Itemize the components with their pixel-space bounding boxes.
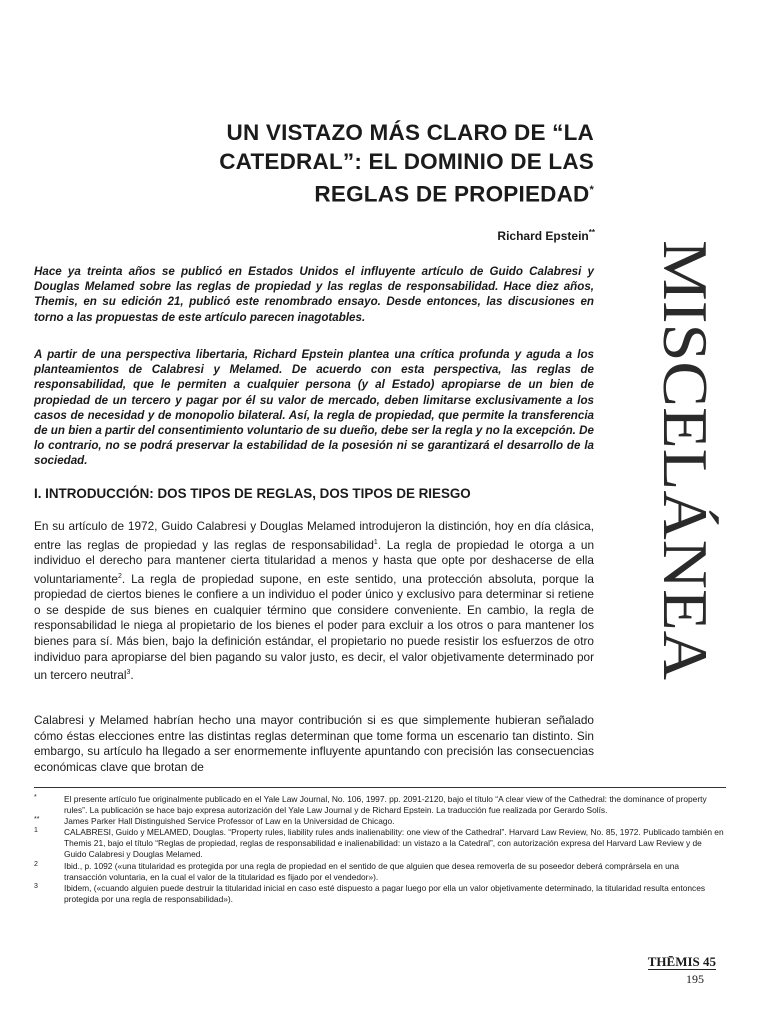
footnote-text: Ibidem, («cuando alguien puede destruir la titularidad inicial en caso esté dispuesto a pagar luego por ella un valor objetivamente determinado, la titularidad resulta entonces protegida por una regla de responsabilidad»). [64,882,706,904]
footnote-mark: * [34,794,37,801]
footnote-ref-2[interactable]: 2 [117,572,122,580]
author-name: Richard Epstein [497,229,589,243]
footnote-ref-3[interactable]: 3 [126,669,131,677]
footnote-text: El presente artículo fue originalmente publicado en el Yale Law Journal, No. 106, 1997. pp. 2091-2120, bajo el título “A clear view of the Cathedral: the dominance of property rules”. La publicación se hace bajo expresa autorización del Yale Law Journal y de Richard Epstein. La traducción fue realizada por Gerardo Solís. [64,794,707,816]
section-label-text: MISCELÁNEA [650,240,720,646]
section-label [630,240,730,680]
footnote [34,827,724,860]
footnote-divider [34,787,726,788]
footnote-text: CALABRESI, Guido y MELAMED, Douglas. “Property rules, liability rules ands inalienability: one view of the Cathedral”. Harvard Law Review, No. 85, 1972. Publicado también en Themis 21, bajo el título “Reglas de propiedad, reglas de responsabilidad e inalienabilidad: un vistazo a la Catedral”, con autorización expresa del Harvard Law Review y de Guido Calabresi y Douglas Melamed. [64,827,724,860]
section-heading: I. INTRODUCCIÓN: DOS TIPOS DE REGLAS, DOS TIPOS DE RIESGO [34,486,471,501]
page-number: 195 [686,972,704,986]
article-title [154,118,594,209]
footnotes [34,794,724,905]
footnote [34,816,724,827]
footnote-mark: 3 [34,882,38,890]
title-footnote-mark[interactable]: * [589,184,594,196]
body-paragraph-1 [34,519,594,684]
footnote-mark: 2 [34,860,38,868]
footnote-mark: 1 [34,827,38,835]
author-line [497,228,595,243]
p1-text-a: En su artículo de 1972, Guido Calabresi y Douglas Melamed introdujeron la distinción, hoy en día clásica, entre las reglas de propiedad y las reglas de responsabilidad [34,519,594,552]
footnote [34,794,724,816]
footnote-text: James Parker Hall Distinguished Service Professor of Law en la Universidad de Chicago. [64,816,395,827]
journal-name: THĒMIS 45 [647,954,716,969]
footnote-mark: ** [34,816,40,824]
footnote-ref-1[interactable]: 1 [373,538,378,546]
footnote [34,861,724,883]
title-line-3 [154,176,594,209]
abstract-paragraph-1: Hace ya treinta años se publicó en Estados Unidos el influyente artículo de Guido Calabresi y Douglas Melamed sobre las reglas de propiedad y las reglas de responsabilidad. Hace diez años, Themis, en su edición 21, publicó este renombrado ensayo. Desde entonces, las discusiones en torno a las propuestas de este artículo parecen inagotables. [34,265,594,324]
title-line-1: UN VISTAZO MÁS CLARO DE “LA [226,120,594,145]
footnote [34,883,724,905]
p1-text-b: . La regla de propiedad le otorga a un individuo el derecho para mantener cierta titularidad a menos y hasta que opte por deshacerse de ella voluntariamente [34,537,595,586]
p1-text-d: . [130,668,134,683]
title-line-3-text: REGLAS DE PROPIEDAD [314,181,590,207]
footnote-text: Ibid., p. 1092 («una titularidad es protegida por una regla de propiedad en el sentido de que alguien que desea removerla de su poseedor deberá comprársela en una transacción voluntaria, en la cual el valor de la titularidad es fijado por el vendedor»). [64,860,680,882]
author-footnote-mark[interactable]: ** [588,228,595,237]
body-paragraph-2: Calabresi y Melamed habrían hecho una mayor contribución si es que simplemente hubieran señalado cómo éstas elecciones entre las distintas reglas determinan que tome forma un escenario tan distinto. Sin embargo, su artículo ha llegado a ser enormemente influyente apuntando con precisión las consecuencias económicas clave que brotan de [34,713,594,774]
abstract-paragraph-2: A partir de una perspectiva libertaria, Richard Epstein plantea una crítica profunda y aguda a los planteamientos de Calabresi y Melamed. De acuerdo con esta perspectiva, las reglas de responsabilidad, que le permiten a cualquier persona (y al Estado) apropiarse de un bien de propiedad de un tercero y pagar por él su valor de mercado, deben limitarse exclusivamente a los casos de necesidad y de monopolio bilateral. Así, la regla de propiedad, que permite la transferencia de un bien a partir del consentimiento voluntario de su dueño, debe ser la regla y no la excepción. De lo contrario, no se podrá preservar la estabilidad de la posesión ni se garantizará el desarrollo de la sociedad. [34,348,594,468]
title-line-2: CATEDRAL”: EL DOMINIO DE LAS [219,149,594,174]
p1-text-c: . La regla de propiedad supone, en este sentido, una protección absoluta, porque la propiedad de ciertos bienes le confiere a un individuo el poder único y exclusivo para determinar si retiene o se despide de sus bienes en cualquier término que considere conveniente. En cambio, la regla de responsabilidad le niega al propietario de los bienes el poder para excluir a los otros o para mantener los bienes para sí. Más bien, bajo la definición estándar, el propietario no puede resistir los esfuerzos de otro individuo para apropiarse del bien pagando su valor justo, es decir, el valor objetivamente determinado por un tercero neutral [34,571,594,683]
